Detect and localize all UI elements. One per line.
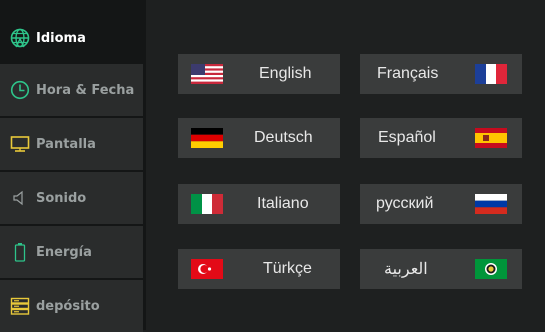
- language-button-italiano[interactable]: [178, 184, 340, 224]
- sidebar-item-idioma[interactable]: [0, 12, 143, 64]
- language-label: العربية: [384, 261, 428, 278]
- language-button-english[interactable]: [178, 54, 340, 94]
- sidebar-item-sonido[interactable]: [0, 172, 143, 224]
- speaker-icon: [10, 188, 30, 208]
- storage-icon: [10, 296, 30, 316]
- turkey-flag-icon: [191, 259, 223, 279]
- sidebar-item-label: Energía: [36, 244, 92, 260]
- monitor-icon: [10, 134, 30, 154]
- language-label: Français: [377, 65, 439, 82]
- sidebar-item-label: Sonido: [36, 190, 87, 206]
- us-flag-icon: [191, 64, 223, 84]
- language-label: Türkçe: [263, 260, 312, 277]
- sidebar: [0, 0, 146, 330]
- language-label: English: [259, 65, 312, 82]
- sidebar-item-hora-fecha[interactable]: [0, 64, 143, 116]
- language-button-arabic[interactable]: [360, 249, 522, 289]
- sidebar-item-energia[interactable]: [0, 226, 143, 278]
- sidebar-item-label: Pantalla: [36, 136, 96, 152]
- sidebar-item-pantalla[interactable]: [0, 118, 143, 170]
- language-label: Deutsch: [254, 129, 313, 146]
- language-label: Italiano: [257, 195, 309, 212]
- language-button-espanol[interactable]: [360, 118, 522, 158]
- language-button-russkiy[interactable]: [360, 184, 522, 224]
- language-label: Español: [378, 129, 436, 146]
- sidebar-item-label: Idioma: [36, 30, 86, 46]
- language-button-deutsch[interactable]: [178, 118, 340, 158]
- sidebar-item-label: Hora & Fecha: [36, 82, 135, 98]
- sidebar-item-deposito[interactable]: [0, 280, 143, 332]
- sidebar-item-label: depósito: [36, 298, 100, 314]
- arabic-flag-icon: [475, 259, 507, 279]
- clock-icon: [10, 80, 30, 100]
- language-panel: [146, 0, 545, 330]
- language-button-turkce[interactable]: [178, 249, 340, 289]
- germany-flag-icon: [191, 128, 223, 148]
- spain-flag-icon: [475, 128, 507, 148]
- language-button-francais[interactable]: [360, 54, 522, 94]
- battery-icon: [10, 242, 30, 262]
- russia-flag-icon: [475, 194, 507, 214]
- globe-icon: [10, 28, 30, 48]
- language-label: русский: [376, 195, 434, 212]
- france-flag-icon: [475, 64, 507, 84]
- italy-flag-icon: [191, 194, 223, 214]
